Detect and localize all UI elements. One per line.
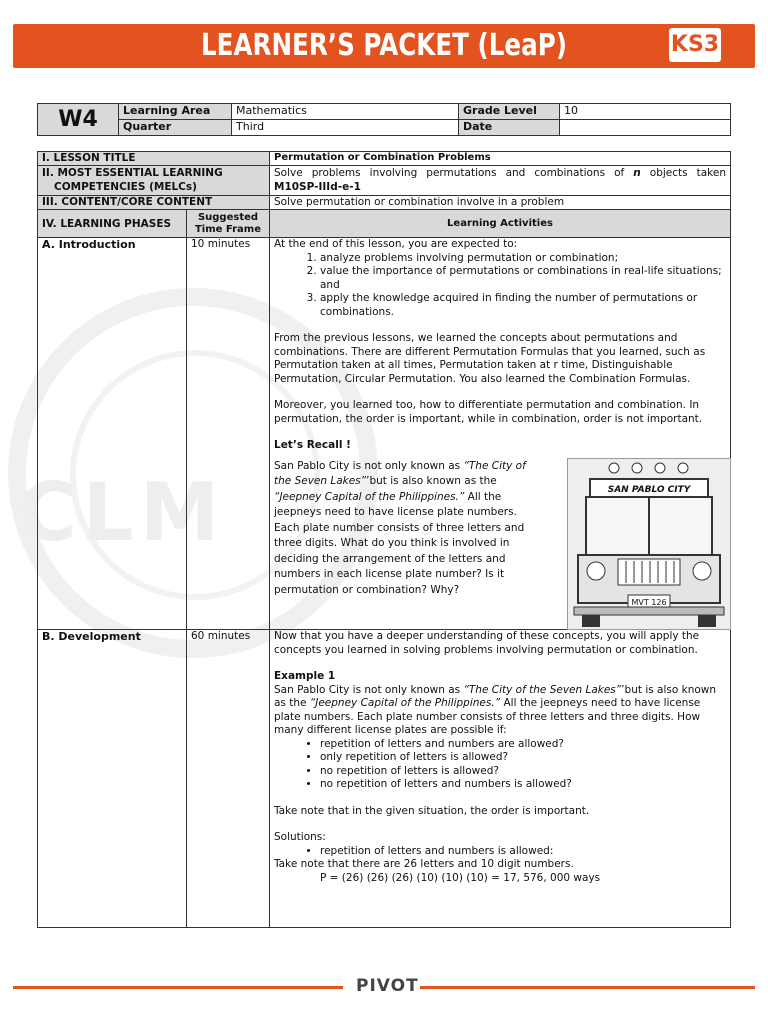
quarter-value: Third: [232, 120, 459, 136]
banner-title: LEARNER’S PACKET (LeaP): [201, 28, 567, 63]
recall-text-c: ’but is also known as the: [366, 475, 497, 487]
solution-list: [274, 845, 726, 859]
learning-area-label: Learning Area: [119, 104, 232, 120]
lesson-title: Permutation or Combination Problems: [270, 152, 731, 166]
content-text: Solve permutation or combination involve in a problem: [270, 196, 731, 210]
header-table: [37, 103, 731, 136]
example-text-c: ’but is also known as the: [274, 683, 717, 709]
melc-code: M10SP-IIId-e-1: [274, 181, 361, 193]
case-item: • no repetition of letters and numbers is allowed?: [320, 778, 726, 792]
recall-text: [274, 459, 536, 599]
grade-level-label: Grade Level: [459, 104, 560, 120]
example-title: Example 1: [274, 670, 336, 682]
melc-text-post: objects taken: [640, 167, 727, 179]
intro-time: 10 minutes: [187, 238, 270, 630]
dev-time: 60 minutes: [187, 630, 270, 928]
objective-item: 1. analyze problems involving permutation or combination;: [320, 252, 726, 266]
solution-formula: P = (26) (26) (26) (10) (10) (10) = 17, 576, 000 ways: [320, 871, 601, 884]
pivot-logo: PIVOT: [356, 976, 419, 996]
date-value: [560, 120, 731, 136]
dev-activities: [270, 630, 731, 928]
cases-list: [274, 738, 726, 792]
objective-item: 2. value the importance of permutations or combinations in real-life situations; and: [320, 265, 726, 292]
intro-phase: A. Introduction: [38, 238, 187, 630]
content-label: III. CONTENT/CORE CONTENT: [38, 196, 270, 210]
footer-line-left: [13, 986, 343, 989]
dev-lead: Now that you have a deeper understanding of these concepts, you will apply the concepts you learned in solving problems involving permutation or combination.: [274, 630, 700, 656]
dev-phase: B. Development: [38, 630, 187, 928]
activities-label: Learning Activities: [270, 210, 731, 238]
watermark-text: CLM: [18, 466, 226, 559]
example-text-b: “The City of the Seven Lakes”: [463, 683, 622, 696]
melc-text-pre: Solve problems involving permutations and combinations of: [274, 167, 634, 179]
footer-line-right: [420, 986, 755, 989]
recall-text-e: All the jeepneys need to have license plate numbers. Each plate number consists of three letters and three digits. What do you think is involved in deciding the arrangement of the letters and numbers in each license plate number? Is it permutation or combination? Why?: [274, 490, 525, 596]
solution-case: • repetition of letters and numbers is allowed:: [320, 845, 726, 859]
order-note: Take note that in the given situation, the order is important.: [274, 804, 590, 817]
learning-area-value: Mathematics: [232, 104, 459, 120]
intro-paragraph-2: Moreover, you learned too, how to differentiate permutation and combination. In permutation, the order is important, while in combination, order is not important.: [274, 399, 703, 425]
case-item: • repetition of letters and numbers are allowed?: [320, 738, 726, 752]
recall-text-d: “Jeepney Capital of the Philippines.”: [274, 490, 465, 503]
intro-lead: At the end of this lesson, you are expected to:: [274, 238, 518, 250]
quarter-label: Quarter: [119, 120, 232, 136]
lesson-title-label: I. LESSON TITLE: [38, 152, 270, 166]
melc-label-line1: II. MOST ESSENTIAL LEARNING: [42, 167, 223, 179]
recall-text-a: San Pablo City is not only known as: [274, 459, 464, 472]
ks3-badge: KS3: [669, 28, 721, 62]
case-item: • no repetition of letters is allowed?: [320, 765, 726, 779]
recall-text-b: “The City of the Seven Lakes”: [274, 459, 526, 487]
melc-label-line2: COMPETENCIES (MELCs): [54, 181, 197, 193]
example-text-e: All the jeepneys need to have license plate numbers. Each plate number consists of three letters and three digits. How many different license plates are possible if:: [274, 697, 701, 736]
jeep-sign: SAN PABLO CITY: [607, 485, 691, 495]
melc-label: [38, 166, 270, 196]
example-text-a: San Pablo City is not only known as: [274, 683, 464, 696]
week-label: W4: [38, 104, 119, 136]
objectives-list: [274, 252, 726, 320]
example-text: [274, 684, 726, 738]
time-label: Suggested Time Frame: [187, 210, 270, 238]
recall-title: Let’s Recall !: [274, 439, 351, 451]
jeepney-illustration: [567, 458, 731, 630]
intro-paragraph-1: From the previous lessons, we learned the concepts about permutations and combinations. There are different Permutation Formulas that you learned, such as Permutation taken at all times, Permutation taken at r time, Distinguishable Permutation, Circular Permutation. You also learned the Combination Formulas.: [274, 332, 706, 385]
phases-label: IV. LEARNING PHASES: [38, 210, 187, 238]
case-item: • only repetition of letters is allowed?: [320, 751, 726, 765]
banner: [0, 0, 768, 74]
melc-text-n: n: [633, 167, 641, 179]
solution-note: Take note that there are 26 letters and 10 digit numbers.: [274, 858, 574, 870]
example-text-d: “Jeepney Capital of the Philippines.”: [309, 697, 501, 709]
objective-item: 3. apply the knowledge acquired in finding the number of permutations or combinations.: [320, 292, 726, 319]
solutions-label: Solutions:: [274, 831, 326, 843]
jeep-plate: MVT 126: [631, 598, 667, 607]
jeepney-icon: [568, 459, 730, 629]
melc-text: [270, 166, 731, 196]
date-label: Date: [459, 120, 560, 136]
grade-level-value: 10: [560, 104, 731, 120]
